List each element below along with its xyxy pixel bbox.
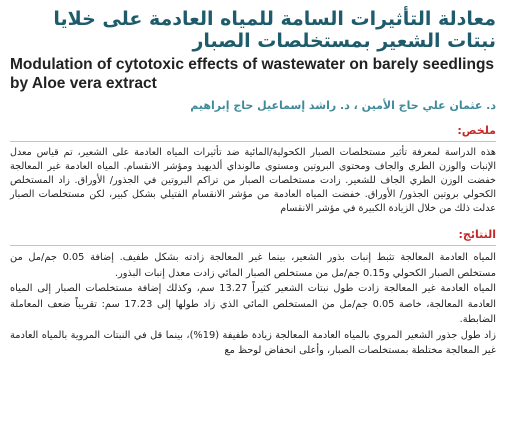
authors: د. عثمان علي حاج الأمين ، د. راشد إسماعيل حاج إبراهيم (190, 99, 496, 112)
results-divider (10, 245, 496, 246)
results-paragraph-1: المياه العادمة المعالجة تثبط إنبات بذور الشعير، بينما غير المعالجة زادته بشكل طفيف. إضافة 0.05 جم/مل من مستخلص الصبار الكحولي و0.15 جم/مل من مستخلص الصبار المائي زادت معدل إنبات البذور. (10, 252, 497, 279)
results-paragraph-2: المياه العادمة غير المعالجة زادت طول نبتات الشعير كثيراً 13.27 سم، وكذلك إضافة مستخلصات الصبار إلى المياه العادمة المعالجة، خاصة 0.05 جم/مل من المستخلص المائي الذي زاد طولها إلى 17.23 سم: تقريباً ضعف المعاملة الضابطة. (10, 283, 497, 325)
results-paragraph-3: زاد طول جذور الشعير المروي بالمياه العادمة المعالجة زيادة طفيفة (19%)، بينما قل في النبتات المروية بالمياه العادمة غير المعالجة مختلطة بمستخلصات الصبار، وأعلى انخفاض لوحظ مع (10, 329, 496, 356)
results-body (10, 250, 496, 359)
abstract-divider (10, 141, 496, 142)
abstract-heading: ملخص: (457, 124, 496, 137)
results-heading: النتائج: (458, 228, 496, 241)
arabic-title: معادلة التأثيرات السامة للمياه العادمة على خلايا نبتات الشعير بمستخلصات الصبار (53, 8, 496, 52)
abstract-text: هذه الدراسة لمعرفة تأثير مستخلصات الصبار الكحولية/المائية ضد تأثيرات المياه العادمة على الشعير، تم قياس معدل الإنبات والوزن الطري والجاف ومحتوى البروتين ومستوى مالونداي ألديهيد ومؤشر الانقسام. المياه العادمة غير المعالجة خفضت الوزن الطري الجاف للشعير. زادت مستخلصات الصبار من تراكم البروتين في الجذور/ الأوراق. زاد المستخلص الكحولي بروتين الجذور/ الأوراق. خفضت المياه العادمة من مؤشر الانقسام الفتيلي بشكل كبير، لكن مستخلصات الصبار عدلت ذلك من خلال الزيادة الكبيرة في مؤشر الانقسام (10, 147, 496, 214)
english-title: Modulation of cytotoxic effects of wastewater on barely seedlings by Aloe vera extract (10, 56, 495, 92)
